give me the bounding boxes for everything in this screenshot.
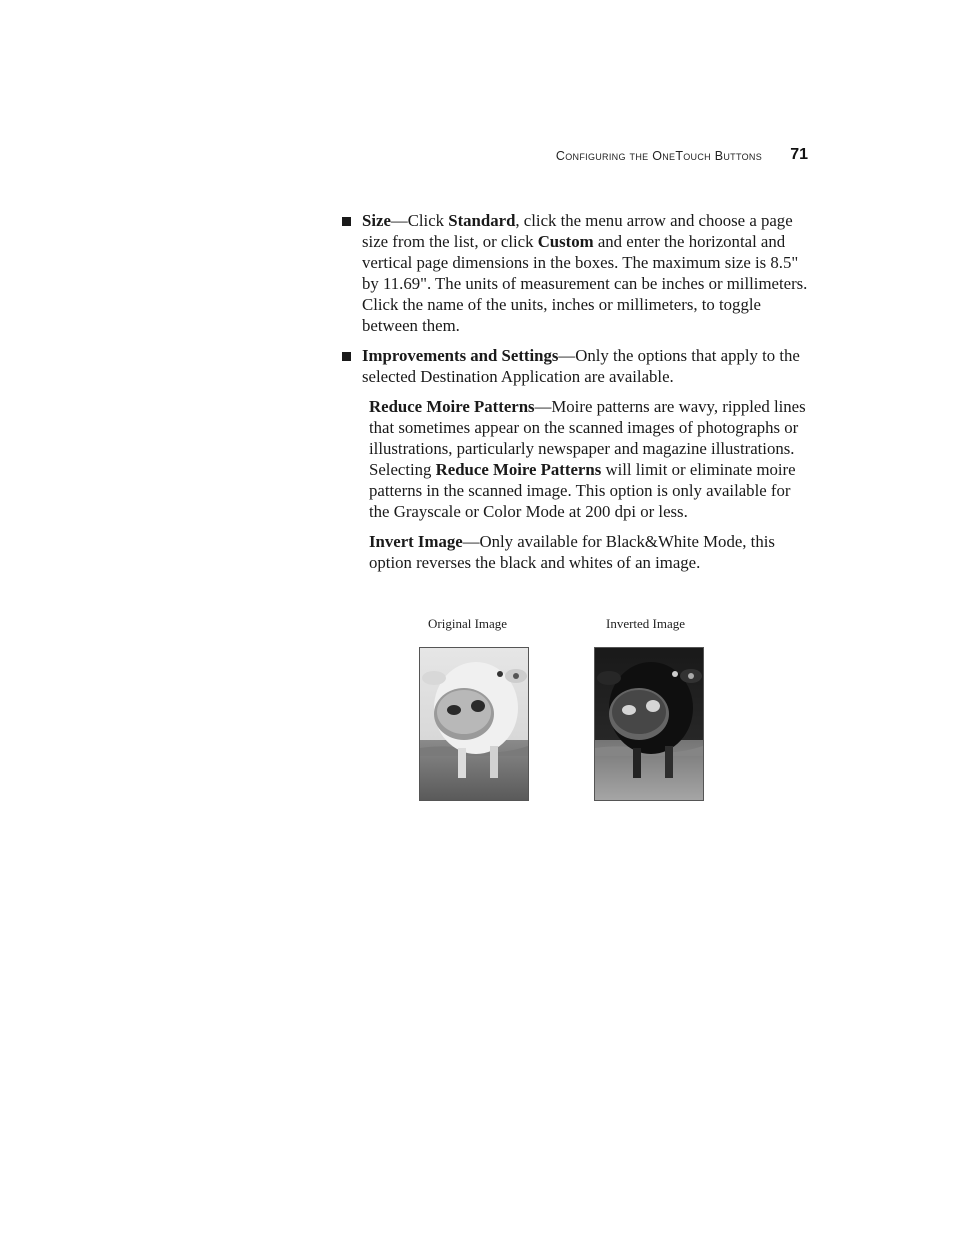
inverted-image-caption: Inverted Image xyxy=(606,616,686,631)
page-number: 71 xyxy=(790,146,808,163)
improvements-bullet xyxy=(340,345,810,387)
size-term: Size xyxy=(362,211,391,230)
improvements-term: Improvements and Settings xyxy=(362,346,559,365)
running-header xyxy=(470,148,810,168)
moire-term: Reduce Moire Patterns xyxy=(369,397,535,416)
original-cow-photo xyxy=(419,647,529,801)
moire-paragraph xyxy=(369,396,810,522)
moire-term-inline: Reduce Moire Patterns xyxy=(435,460,602,479)
invert-figure xyxy=(400,616,740,806)
size-text-1: —Click xyxy=(390,211,449,230)
moire-text-2: will limit or eliminate moire patterns in the scanned image. This option is only available for the Grayscale or Color Mode at 200 dpi or less. xyxy=(369,460,796,521)
invert-term: Invert Image xyxy=(369,532,463,551)
custom-term: Custom xyxy=(537,232,594,251)
moire-text-1: —Moire patterns are wavy, rippled lines that sometimes appear on the scanned images of photographs or illustrations, particularly newspaper and magazine illustrations. Selecting xyxy=(369,397,806,479)
size-text-2: , click the menu arrow and choose a page size from the list, or click xyxy=(362,211,793,251)
size-text-3: and enter the horizontal and vertical page dimensions in the boxes. The maximum size is 8.5" by 11.69". The units of measurement can be inches or millimeters. Click the name of the units, inches or millimeters, to toggle between them. xyxy=(362,232,808,335)
original-image-caption: Original Image xyxy=(428,616,508,631)
square-bullet-icon xyxy=(342,217,351,226)
size-bullet xyxy=(340,210,810,336)
improvements-text: —Only the options that apply to the selected Destination Application are available. xyxy=(362,346,800,386)
standard-term: Standard xyxy=(448,211,516,230)
invert-text: —Only available for Black&White Mode, this option reverses the black and whites of an image. xyxy=(369,532,775,572)
chapter-title: Configuring the OneTouch Buttons xyxy=(555,149,762,163)
body-text xyxy=(340,210,810,582)
invert-paragraph xyxy=(369,531,810,573)
inverted-cow-photo xyxy=(594,647,704,801)
square-bullet-icon xyxy=(342,352,351,361)
